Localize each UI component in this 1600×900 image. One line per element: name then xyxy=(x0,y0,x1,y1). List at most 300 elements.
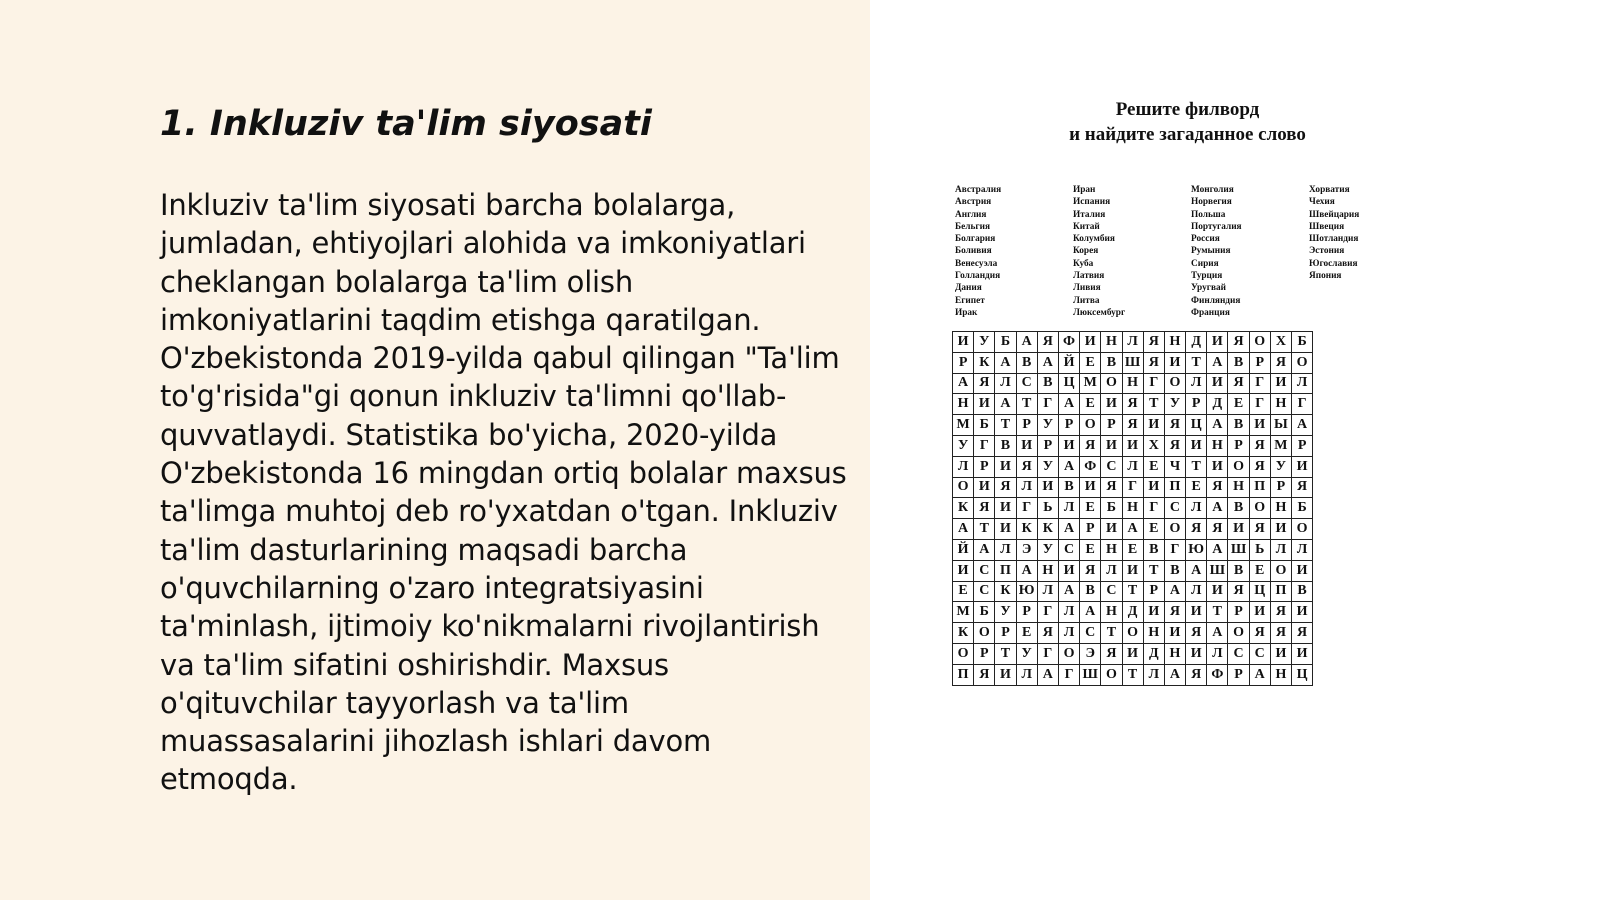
word-list-item: Египет xyxy=(955,295,985,306)
grid-cell: М xyxy=(1270,435,1291,456)
grid-cell: И xyxy=(1122,643,1143,664)
grid-cell: И xyxy=(974,477,995,498)
word-list-item: Боливия xyxy=(955,246,992,257)
grid-cell: А xyxy=(1058,394,1079,415)
grid-cell: Я xyxy=(1207,519,1228,540)
word-list-item: Китай xyxy=(1073,221,1100,232)
grid-cell: А xyxy=(1016,560,1037,581)
grid-cell: Б xyxy=(1292,332,1313,353)
grid-cell: Б xyxy=(1292,498,1313,519)
grid-cell: Я xyxy=(1143,332,1164,353)
grid-row xyxy=(953,539,1313,560)
grid-cell: К xyxy=(1016,519,1037,540)
grid-cell: Г xyxy=(1143,373,1164,394)
grid-cell: В xyxy=(1101,352,1122,373)
word-list-item: Дания xyxy=(955,283,982,294)
grid-cell: Р xyxy=(1270,477,1291,498)
grid-cell: И xyxy=(1207,373,1228,394)
word-list-item: Франция xyxy=(1191,307,1230,318)
grid-cell: И xyxy=(953,560,974,581)
grid-cell: Б xyxy=(974,602,995,623)
grid-cell: Я xyxy=(974,373,995,394)
grid-cell: О xyxy=(1292,352,1313,373)
grid-cell: В xyxy=(995,435,1016,456)
word-list-item: Шотландия xyxy=(1309,234,1359,245)
grid-cell: Л xyxy=(995,373,1016,394)
grid-cell: И xyxy=(1164,352,1185,373)
word-list-item: Португалия xyxy=(1191,221,1242,232)
grid-row xyxy=(953,352,1313,373)
grid-cell: Я xyxy=(1080,435,1101,456)
grid-cell: Д xyxy=(1207,394,1228,415)
grid-cell: Я xyxy=(1270,352,1291,373)
grid-cell: П xyxy=(1164,477,1185,498)
word-list-item: Монголия xyxy=(1191,185,1234,195)
grid-cell: У xyxy=(953,435,974,456)
grid-cell: А xyxy=(1207,352,1228,373)
grid-cell: С xyxy=(1058,539,1079,560)
word-list-item: Уругвай xyxy=(1191,283,1227,294)
grid-cell: Н xyxy=(1270,394,1291,415)
grid-cell: И xyxy=(1270,519,1291,540)
word-list-item: Англия xyxy=(955,209,987,220)
grid-cell: В xyxy=(1037,373,1058,394)
grid-cell: Ц xyxy=(1186,415,1207,436)
grid-cell: В xyxy=(1164,560,1185,581)
grid-cell: Ц xyxy=(1249,581,1270,602)
grid-cell: Я xyxy=(1186,519,1207,540)
grid-cell: И xyxy=(1058,435,1079,456)
grid-cell: Р xyxy=(995,623,1016,644)
grid-cell: Н xyxy=(1164,332,1185,353)
grid-cell: И xyxy=(1143,477,1164,498)
grid-cell: У xyxy=(1037,456,1058,477)
grid-cell: О xyxy=(1164,373,1185,394)
word-list-item: Испания xyxy=(1073,197,1111,208)
word-list-item: Корея xyxy=(1073,246,1099,257)
grid-cell: Ц xyxy=(1292,664,1313,685)
grid-cell: Я xyxy=(1228,373,1249,394)
grid-cell: С xyxy=(974,581,995,602)
grid-cell: А xyxy=(953,373,974,394)
grid-cell: Е xyxy=(953,581,974,602)
word-column-2 xyxy=(1073,184,1191,319)
grid-cell: О xyxy=(953,643,974,664)
grid-cell: Ш xyxy=(1122,352,1143,373)
grid-cell: Я xyxy=(1037,332,1058,353)
grid-cell: Л xyxy=(1292,539,1313,560)
grid-cell: М xyxy=(1080,373,1101,394)
grid-cell: Л xyxy=(1037,581,1058,602)
grid-cell: Я xyxy=(1143,352,1164,373)
grid-cell: О xyxy=(1101,664,1122,685)
word-column-3 xyxy=(1191,184,1309,319)
grid-cell: Н xyxy=(1122,373,1143,394)
grid-cell: А xyxy=(974,539,995,560)
grid-cell: Г xyxy=(1016,498,1037,519)
grid-cell: С xyxy=(1101,456,1122,477)
grid-cell: Г xyxy=(1249,394,1270,415)
grid-cell: Р xyxy=(1249,352,1270,373)
grid-cell: В xyxy=(1292,581,1313,602)
grid-cell: И xyxy=(974,394,995,415)
grid-cell: Н xyxy=(1143,623,1164,644)
word-list-item: Финляндия xyxy=(1191,295,1241,306)
grid-row xyxy=(953,560,1313,581)
grid-cell: И xyxy=(1164,623,1185,644)
grid-cell: Р xyxy=(1228,435,1249,456)
grid-cell: Ь xyxy=(1037,498,1058,519)
grid-cell: С xyxy=(1080,623,1101,644)
grid-cell: Ю xyxy=(1016,581,1037,602)
grid-cell: Е xyxy=(1122,539,1143,560)
grid-cell: Ц xyxy=(1058,373,1079,394)
grid-cell: Г xyxy=(1143,498,1164,519)
grid-cell: Я xyxy=(1207,477,1228,498)
grid-cell: Я xyxy=(1122,394,1143,415)
grid-cell: Д xyxy=(1143,643,1164,664)
grid-cell: Я xyxy=(1037,623,1058,644)
grid-cell: К xyxy=(1037,519,1058,540)
grid-cell: А xyxy=(1058,519,1079,540)
slide-body-text: Inkluziv ta'lim siyosati barcha bolalarga, jumladan, ehtiyojlari alohida va imkoniyatlari cheklangan bolalarga ta'lim olish imkoniyatlarini taqdim etishga qaratilgan. O'zbekistonda 2019-yilda qabul qilingan "Ta'lim to'g'risida"gi qonun inkluziv ta'limni qo'llab-quvvatlaydi. Statistika bo'yicha, 2020-yilda O'zbekistonda 16 mingdan ortiq bolalar maxsus ta'limga muhtoj deb ro'yxatdan o'tgan. Inkluziv ta'lim dasturlarining maqsadi barcha o'quvchilarning o'zaro integratsiyasini ta'minlash, ijtimoiy ko'nikmalarni rivojlantirish va ta'lim sifatini oshirishdir. Maxsus o'qituvchilar tayyorlash va ta'lim muassasalarini jihozlash ishlari davom etmoqda. xyxy=(160,188,847,797)
grid-cell: Р xyxy=(1058,415,1079,436)
word-list-item: Ирак xyxy=(955,307,978,318)
grid-cell: В xyxy=(1228,498,1249,519)
grid-cell: И xyxy=(1122,435,1143,456)
grid-cell: М xyxy=(953,415,974,436)
grid-cell: Е xyxy=(1080,539,1101,560)
grid-cell: П xyxy=(953,664,974,685)
grid-cell: А xyxy=(1207,539,1228,560)
grid-cell: О xyxy=(1228,456,1249,477)
grid-cell: Р xyxy=(1016,602,1037,623)
grid-cell: Ш xyxy=(1228,539,1249,560)
word-list-item: Турция xyxy=(1191,271,1223,282)
grid-cell: О xyxy=(1164,519,1185,540)
grid-cell: Т xyxy=(1207,602,1228,623)
grid-cell: И xyxy=(1143,602,1164,623)
word-list-item: Чехия xyxy=(1309,197,1335,208)
grid-cell: Ю xyxy=(1186,539,1207,560)
grid-cell: Д xyxy=(1186,332,1207,353)
grid-cell: Я xyxy=(1164,602,1185,623)
grid-cell: И xyxy=(1186,643,1207,664)
grid-cell: Я xyxy=(1228,581,1249,602)
grid-cell: Р xyxy=(1037,435,1058,456)
grid-cell: А xyxy=(1207,623,1228,644)
grid-cell: Г xyxy=(1164,539,1185,560)
grid-cell: Я xyxy=(1122,415,1143,436)
grid-cell: И xyxy=(1292,456,1313,477)
grid-cell: Е xyxy=(1249,560,1270,581)
grid-row xyxy=(953,581,1313,602)
grid-cell: Я xyxy=(974,498,995,519)
grid-cell: Ш xyxy=(1207,560,1228,581)
word-list-item: Куба xyxy=(1073,258,1094,269)
grid-cell: И xyxy=(1270,373,1291,394)
grid-cell: С xyxy=(1101,581,1122,602)
grid-cell: Т xyxy=(1122,664,1143,685)
grid-cell: Т xyxy=(1143,560,1164,581)
grid-cell: Е xyxy=(1186,477,1207,498)
grid-cell: Л xyxy=(1186,373,1207,394)
grid-cell: Р xyxy=(953,352,974,373)
grid-cell: Н xyxy=(1164,643,1185,664)
word-list-item: Колумбия xyxy=(1073,234,1115,245)
word-list-item: Эстония xyxy=(1309,246,1345,257)
grid-cell: Б xyxy=(1101,498,1122,519)
grid-cell: Л xyxy=(1292,373,1313,394)
grid-cell: Й xyxy=(1058,352,1079,373)
grid-cell: Д xyxy=(1122,602,1143,623)
grid-cell: И xyxy=(1101,519,1122,540)
word-list-item: Австрия xyxy=(955,197,992,208)
grid-cell: Г xyxy=(1249,373,1270,394)
grid-cell: И xyxy=(1037,477,1058,498)
word-list-item: Иран xyxy=(1073,185,1096,195)
grid-cell: А xyxy=(1037,664,1058,685)
grid-cell: Ы xyxy=(1270,415,1291,436)
word-column-4 xyxy=(1309,184,1427,282)
grid-cell: Н xyxy=(1122,498,1143,519)
grid-cell: Ф xyxy=(1058,332,1079,353)
grid-cell: Р xyxy=(1292,435,1313,456)
grid-cell: И xyxy=(1080,332,1101,353)
grid-cell: У xyxy=(1037,539,1058,560)
grid-cell: Ч xyxy=(1164,456,1185,477)
grid-cell: И xyxy=(1143,415,1164,436)
grid-cell: Т xyxy=(1122,581,1143,602)
grid-cell: И xyxy=(995,519,1016,540)
word-list-item: Италия xyxy=(1073,209,1106,220)
grid-row xyxy=(953,394,1313,415)
grid-cell: Я xyxy=(1249,435,1270,456)
grid-cell: Т xyxy=(1186,456,1207,477)
grid-cell: Э xyxy=(1016,539,1037,560)
grid-cell: О xyxy=(1249,498,1270,519)
grid-cell: Н xyxy=(1228,477,1249,498)
grid-cell: Т xyxy=(1186,352,1207,373)
grid-cell: Н xyxy=(1270,664,1291,685)
grid-row xyxy=(953,664,1313,685)
grid-cell: И xyxy=(1270,643,1291,664)
grid-cell: Г xyxy=(1292,394,1313,415)
grid-cell: П xyxy=(995,560,1016,581)
grid-cell: О xyxy=(1101,373,1122,394)
grid-cell: Н xyxy=(1101,539,1122,560)
grid-cell: И xyxy=(1058,560,1079,581)
grid-cell: Я xyxy=(1164,435,1185,456)
grid-cell: И xyxy=(1016,435,1037,456)
grid-row xyxy=(953,477,1313,498)
grid-row xyxy=(953,332,1313,353)
grid-cell: Х xyxy=(1143,435,1164,456)
word-list-item: Норвегия xyxy=(1191,197,1232,208)
grid-cell: А xyxy=(1016,332,1037,353)
grid-cell: Я xyxy=(1101,643,1122,664)
grid-cell: А xyxy=(1207,415,1228,436)
grid-cell: Т xyxy=(1101,623,1122,644)
grid-cell: Л xyxy=(995,539,1016,560)
grid-cell: О xyxy=(1292,519,1313,540)
grid-cell: О xyxy=(1270,560,1291,581)
puzzle-letter-grid xyxy=(952,331,1313,686)
grid-cell: С xyxy=(974,560,995,581)
grid-cell: А xyxy=(1207,498,1228,519)
grid-cell: П xyxy=(1249,477,1270,498)
grid-row xyxy=(953,643,1313,664)
grid-cell: О xyxy=(974,623,995,644)
grid-cell: А xyxy=(1164,581,1185,602)
word-list-item: Россия xyxy=(1191,234,1220,245)
grid-cell: Т xyxy=(995,643,1016,664)
puzzle-word-list xyxy=(955,184,1425,324)
word-list-item: Болгария xyxy=(955,234,996,245)
grid-cell: И xyxy=(1207,581,1228,602)
grid-cell: В xyxy=(1143,539,1164,560)
grid-cell: Е xyxy=(1080,498,1101,519)
grid-cell: Р xyxy=(1228,664,1249,685)
grid-cell: У xyxy=(1164,394,1185,415)
grid-cell: Я xyxy=(1249,623,1270,644)
grid-cell: Т xyxy=(1143,394,1164,415)
grid-cell: Г xyxy=(1037,394,1058,415)
word-list-item: Латвия xyxy=(1073,271,1105,282)
grid-cell: Р xyxy=(1186,394,1207,415)
grid-cell: А xyxy=(1292,415,1313,436)
grid-cell: И xyxy=(995,498,1016,519)
grid-cell: Я xyxy=(1270,602,1291,623)
grid-cell: Я xyxy=(1249,456,1270,477)
grid-row xyxy=(953,602,1313,623)
grid-cell: И xyxy=(1186,602,1207,623)
grid-cell: Л xyxy=(1143,664,1164,685)
puzzle-title-line-2: и найдите загаданное слово xyxy=(1069,124,1306,145)
grid-cell: М xyxy=(953,602,974,623)
word-list-item: Голландия xyxy=(955,271,1001,282)
grid-cell: Ф xyxy=(1080,456,1101,477)
grid-cell: С xyxy=(1016,373,1037,394)
word-list-item: Бельгия xyxy=(955,221,991,232)
grid-cell: Г xyxy=(1037,643,1058,664)
grid-cell: И xyxy=(1292,643,1313,664)
word-list-item: Венесуэла xyxy=(955,258,998,269)
grid-cell: А xyxy=(1249,664,1270,685)
grid-cell: Х xyxy=(1270,332,1291,353)
grid-cell: Е xyxy=(1080,394,1101,415)
word-list-item: Польша xyxy=(1191,209,1226,220)
grid-cell: И xyxy=(1186,435,1207,456)
word-list-item: Литва xyxy=(1073,295,1100,306)
grid-cell: Е xyxy=(1080,352,1101,373)
grid-row xyxy=(953,456,1313,477)
grid-cell: Л xyxy=(1058,498,1079,519)
grid-cell: Р xyxy=(1228,602,1249,623)
grid-cell: П xyxy=(1270,581,1291,602)
word-list-item: Сирия xyxy=(1191,258,1219,269)
grid-cell: А xyxy=(1080,602,1101,623)
grid-cell: Э xyxy=(1080,643,1101,664)
grid-cell: Л xyxy=(1122,332,1143,353)
grid-cell: А xyxy=(1186,560,1207,581)
grid-cell: О xyxy=(1080,415,1101,436)
grid-cell: Я xyxy=(1292,477,1313,498)
word-list-item: Швеция xyxy=(1309,221,1345,232)
grid-cell: Т xyxy=(995,415,1016,436)
grid-cell: Я xyxy=(1186,623,1207,644)
grid-cell: Л xyxy=(1207,643,1228,664)
grid-cell: И xyxy=(1101,435,1122,456)
grid-cell: В xyxy=(1058,477,1079,498)
grid-cell: Б xyxy=(995,332,1016,353)
grid-cell: Л xyxy=(1186,498,1207,519)
grid-cell: Я xyxy=(1292,623,1313,644)
puzzle-title-line-1: Решите филворд xyxy=(1115,99,1260,120)
grid-cell: С xyxy=(1164,498,1185,519)
grid-cell: Я xyxy=(1016,456,1037,477)
grid-row xyxy=(953,623,1313,644)
grid-cell: Е xyxy=(1016,623,1037,644)
word-list-item: Австралия xyxy=(955,185,1002,195)
grid-cell: Р xyxy=(1101,415,1122,436)
grid-cell: Я xyxy=(995,477,1016,498)
grid-cell: Н xyxy=(1207,435,1228,456)
grid-cell: И xyxy=(1292,602,1313,623)
grid-cell: У xyxy=(1270,456,1291,477)
grid-cell: Ш xyxy=(1080,664,1101,685)
grid-cell: Г xyxy=(1122,477,1143,498)
grid-cell: Я xyxy=(1164,415,1185,436)
grid-cell: И xyxy=(1101,394,1122,415)
grid-cell: В xyxy=(1228,560,1249,581)
grid-cell: И xyxy=(1249,415,1270,436)
grid-cell: Е xyxy=(1228,394,1249,415)
grid-cell: Г xyxy=(974,435,995,456)
grid-cell: Е xyxy=(1143,519,1164,540)
grid-cell: И xyxy=(1080,477,1101,498)
grid-cell: Я xyxy=(974,664,995,685)
puzzle-grid-container xyxy=(952,331,1313,686)
word-list-item: Югославия xyxy=(1309,258,1358,269)
grid-cell: А xyxy=(1058,581,1079,602)
grid-cell: Л xyxy=(1122,456,1143,477)
grid-row xyxy=(953,498,1313,519)
word-list-item: Румыния xyxy=(1191,246,1231,257)
grid-row xyxy=(953,519,1313,540)
grid-cell: В xyxy=(1228,415,1249,436)
grid-cell: И xyxy=(1207,332,1228,353)
word-column-1 xyxy=(955,184,1073,319)
grid-cell: А xyxy=(1058,456,1079,477)
grid-cell: Н xyxy=(1101,602,1122,623)
grid-cell: Ф xyxy=(1207,664,1228,685)
grid-cell: Е xyxy=(1143,456,1164,477)
grid-cell: И xyxy=(1292,560,1313,581)
grid-cell: Г xyxy=(1037,602,1058,623)
grid-cell: И xyxy=(1249,602,1270,623)
grid-cell: Л xyxy=(1016,477,1037,498)
grid-cell: Л xyxy=(1270,539,1291,560)
grid-cell: О xyxy=(1058,643,1079,664)
grid-cell: О xyxy=(1228,623,1249,644)
puzzle-title xyxy=(1000,97,1375,147)
grid-cell: И xyxy=(995,456,1016,477)
grid-cell: Й xyxy=(953,539,974,560)
grid-cell: Т xyxy=(1016,394,1037,415)
grid-cell: Л xyxy=(1186,581,1207,602)
grid-cell: С xyxy=(1249,643,1270,664)
